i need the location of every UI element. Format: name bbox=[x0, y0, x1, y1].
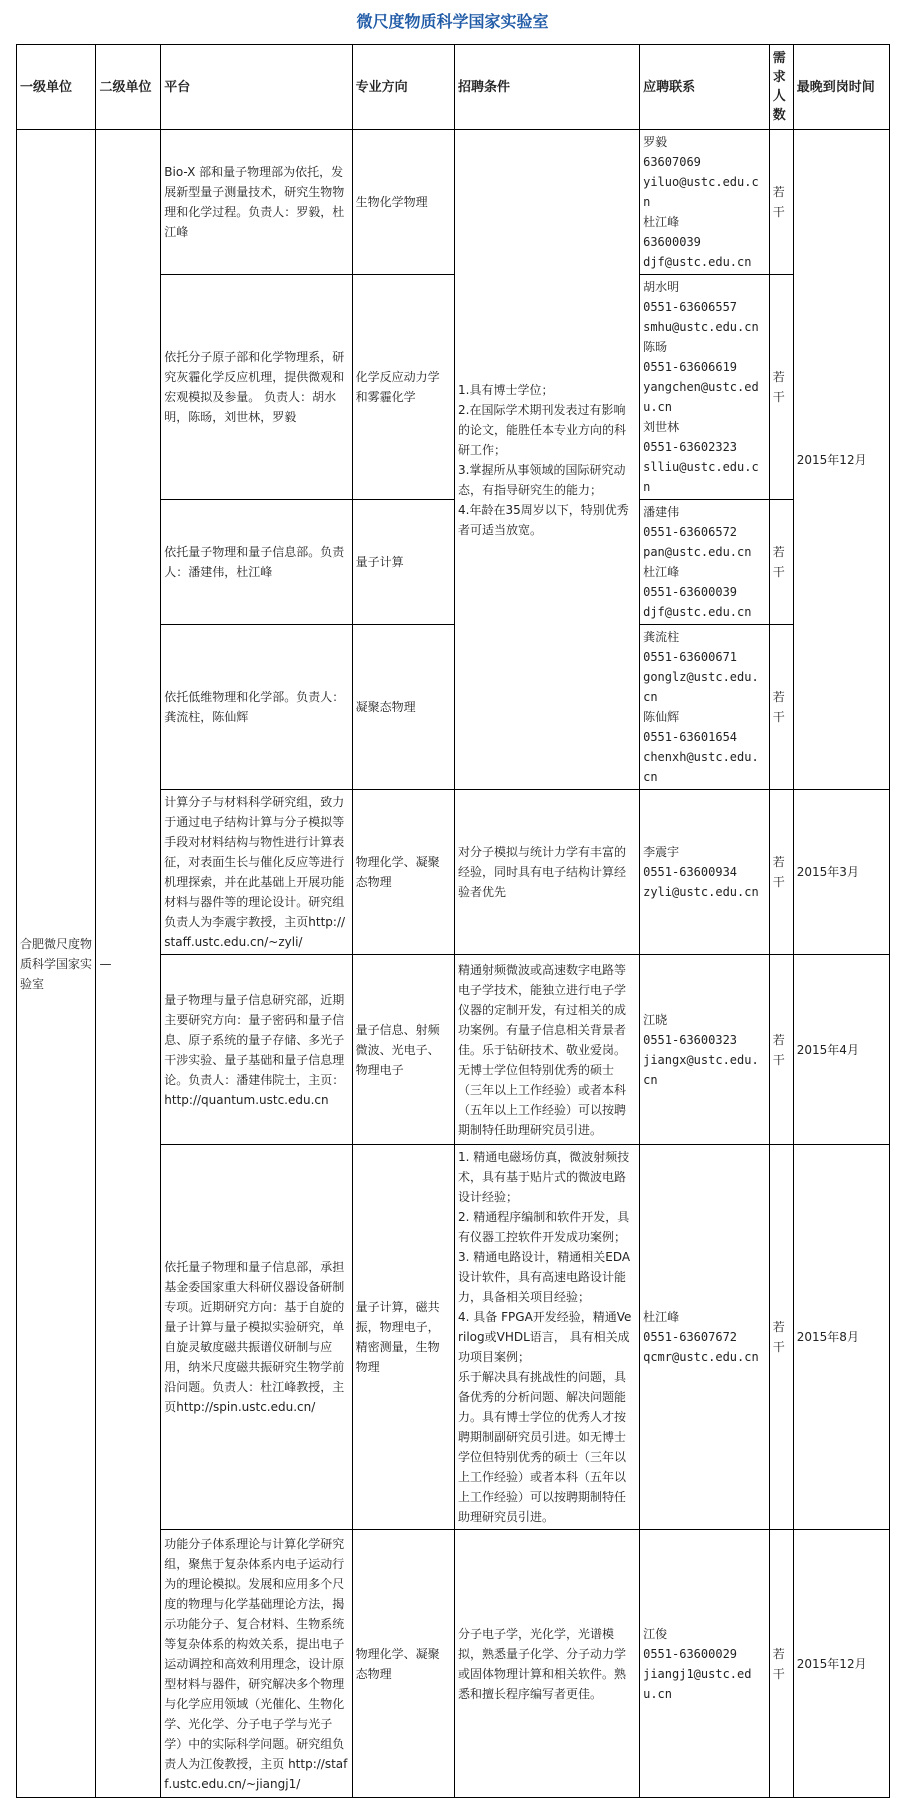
contact-phone: 0551-63600934 bbox=[643, 865, 738, 879]
count-cell: 若干 bbox=[769, 275, 793, 500]
direction-cell: 量子计算，磁共振，物理电子，精密测量，生物物理 bbox=[352, 1145, 454, 1530]
platform-cell: 依托分子原子部和化学物理系，研究灰霾化学反应机理，提供微观和宏观模拟及参量。 负责人：胡水明，陈旸，刘世林，罗毅 bbox=[161, 275, 352, 500]
contact-email: pan@ustc.edu.cn bbox=[643, 545, 752, 559]
contact-phone: 0551-63602323 bbox=[643, 440, 738, 454]
contact-name: 龚流柱 bbox=[643, 630, 680, 644]
direction-cell: 生物化学物理 bbox=[352, 130, 454, 275]
deadline-cell: 2015年8月 bbox=[793, 1145, 889, 1530]
contact-email: jiangx@ustc.edu.cn bbox=[643, 1052, 759, 1087]
header-conditions: 招聘条件 bbox=[455, 45, 640, 130]
table-row bbox=[17, 130, 890, 275]
header-platform: 平台 bbox=[161, 45, 352, 130]
level2-unit-cell: — bbox=[96, 130, 161, 1798]
contact-cell bbox=[640, 275, 770, 500]
contact-phone: 0551-63600029 bbox=[643, 1646, 738, 1661]
contact-email: yiluo@ustc.edu.cn bbox=[643, 175, 759, 209]
condition-line: 4. 具备 FPGA开发经验，精通Verilog或VHDL语言， 具有相关成功项目案例； bbox=[458, 1310, 632, 1364]
contact-name: 杜江峰 bbox=[643, 565, 680, 579]
header-count: 需求人数 bbox=[769, 45, 793, 130]
contact-name: 李震宇 bbox=[643, 845, 680, 859]
contact-name: 胡水明 bbox=[643, 280, 680, 294]
platform-cell: 依托量子物理和量子信息部。负责人：潘建伟，杜江峰 bbox=[161, 500, 352, 625]
contact-name: 陈旸 bbox=[643, 340, 668, 354]
contact-email: zyli@ustc.edu.cn bbox=[643, 885, 759, 899]
contact-cell bbox=[640, 1145, 770, 1530]
contact-email: smhu@ustc.edu.cn bbox=[643, 320, 759, 334]
direction-cell: 物理化学、凝聚态物理 bbox=[352, 1530, 454, 1798]
contact-name: 江晓 bbox=[643, 1012, 668, 1027]
platform-cell: Bio-X 部和量子物理部为依托，发展新型量子测量技术，研究生物物理和化学过程。负责人：罗毅，杜江峰 bbox=[161, 130, 352, 275]
platform-cell: 依托低维物理和化学部。负责人：龚流柱，陈仙辉 bbox=[161, 625, 352, 790]
contact-email: chenxh@ustc.edu.cn bbox=[643, 750, 759, 784]
header-level2-unit: 二级单位 bbox=[96, 45, 161, 130]
condition-line: 3. 精通电路设计，精通相关EDA设计软件，具有高速电路设计能力，具备相关项目经验； bbox=[458, 1250, 631, 1304]
recruitment-table bbox=[16, 44, 890, 1798]
condition-line: 2. 精通程序编制和软件开发，具有仪器工控软件开发成功案例； bbox=[458, 1210, 630, 1244]
contact-name: 杜江峰 bbox=[643, 215, 680, 229]
platform-cell: 量子物理与量子信息研究部，近期主要研究方向：量子密码和量子信息、原子系统的量子存储、多光子干涉实验、量子基础和量子信息理论。负责人：潘建伟院士，主页：http://quantum.ustc.edu.cn bbox=[161, 955, 352, 1145]
condition-line: 1.具有博士学位； bbox=[458, 382, 554, 397]
contact-name: 刘世林 bbox=[643, 420, 680, 434]
count-cell: 若干 bbox=[769, 500, 793, 625]
condition-line: 1. 精通电磁场仿真，微波射频技术，具有基于贴片式的微波电路设计经验； bbox=[458, 1150, 630, 1204]
contact-email: qcmr@ustc.edu.cn bbox=[643, 1350, 759, 1364]
deadline-cell: 2015年12月 bbox=[793, 1530, 889, 1798]
contact-phone: 0551-63600323 bbox=[643, 1032, 738, 1047]
header-row bbox=[17, 45, 890, 130]
contact-phone: 0551-63600039 bbox=[643, 585, 738, 599]
condition-line: 2.在国际学术期刊发表过有影响的论文，能胜任本专业方向的科研工作； bbox=[458, 402, 627, 457]
contact-phone: 63607069 bbox=[643, 155, 701, 169]
count-cell: 若干 bbox=[769, 1530, 793, 1798]
page-title: 微尺度物质科学国家实验室 bbox=[356, 12, 549, 31]
direction-cell: 量子信息、射频微波、光电子、物理电子 bbox=[352, 955, 454, 1145]
shared-conditions-cell bbox=[455, 130, 640, 790]
contact-email: yangchen@ustc.edu.cn bbox=[643, 380, 759, 414]
contact-cell bbox=[640, 955, 770, 1145]
conditions-cell: 精通射频微波或高速数字电路等电子学技术，能独立进行电子学仪器的定制开发，有过相关的成功案例。有量子信息相关背景者佳。乐于钻研技术、敬业爱岗。无博士学位但特别优秀的硕士（三年以上工作经验）或者本科（五年以上工作经验）可以按聘期制特任助理研究员引进。 bbox=[455, 955, 640, 1145]
conditions-cell: 对分子模拟与统计力学有丰富的经验，同时具有电子结构计算经验者优先 bbox=[455, 790, 640, 955]
contact-name: 潘建伟 bbox=[643, 505, 680, 519]
contact-email: djf@ustc.edu.cn bbox=[643, 255, 752, 269]
condition-line: 3.掌握所从事领域的国际研究动态，有指导研究生的能力； bbox=[458, 462, 626, 497]
contact-name: 罗毅 bbox=[643, 135, 668, 149]
condition-line: 4.年龄在35周岁以下，特别优秀者可适当放宽。 bbox=[458, 502, 629, 537]
header-direction: 专业方向 bbox=[352, 45, 454, 130]
contact-name: 陈仙辉 bbox=[643, 710, 680, 724]
conditions-cell bbox=[455, 1145, 640, 1530]
contact-email: gonglz@ustc.edu.cn bbox=[643, 670, 759, 704]
contact-phone: 0551-63607672 bbox=[643, 1330, 738, 1344]
contact-cell bbox=[640, 1530, 770, 1798]
contact-phone: 0551-63600671 bbox=[643, 650, 738, 664]
direction-cell: 物理化学、凝聚态物理 bbox=[352, 790, 454, 955]
contact-email: jiangj1@ustc.edu.cn bbox=[643, 1666, 752, 1701]
contact-name: 杜江峰 bbox=[643, 1310, 680, 1324]
count-cell: 若干 bbox=[769, 625, 793, 790]
header-level1-unit: 一级单位 bbox=[17, 45, 96, 130]
contact-email: slliu@ustc.edu.cn bbox=[643, 460, 759, 494]
count-cell: 若干 bbox=[769, 790, 793, 955]
platform-cell: 依托量子物理和量子信息部，承担基金委国家重大科研仪器设备研制专项。近期研究方向：基于自旋的量子计算与量子模拟实验研究，单自旋灵敏度磁共振谱仪研制与应用，纳米尺度磁共振研究生物学前沿问题。负责人：杜江峰教授，主页http://spin.ustc.edu.cn/ bbox=[161, 1145, 352, 1530]
direction-cell: 量子计算 bbox=[352, 500, 454, 625]
shared-deadline-cell: 2015年12月 bbox=[793, 130, 889, 790]
contact-phone: 0551-63606619 bbox=[643, 360, 738, 374]
contact-name: 江俊 bbox=[643, 1626, 668, 1641]
contact-cell bbox=[640, 130, 770, 275]
header-contact: 应聘联系 bbox=[640, 45, 770, 130]
platform-cell: 功能分子体系理论与计算化学研究组，聚焦于复杂体系内电子运动行为的理论模拟。发展和应用多个尺度的物理与化学基础理论方法，揭示功能分子、复合材料、生物系统等复杂体系的构效关系，提出电子运动调控和高效利用理念，设计原型材料与器件，研究解决多个物理与化学应用领域（光催化、生物化学、光化学、分子电子学与光子学）中的实际科学问题。研究组负责人为江俊教授，主页 http://staff.ustc.edu.cn/~jiangj1/ bbox=[161, 1530, 352, 1798]
header-deadline: 最晚到岗时间 bbox=[793, 45, 889, 130]
contact-cell bbox=[640, 500, 770, 625]
deadline-cell: 2015年4月 bbox=[793, 955, 889, 1145]
contact-cell bbox=[640, 790, 770, 955]
direction-cell: 化学反应动力学和雾霾化学 bbox=[352, 275, 454, 500]
deadline-cell: 2015年3月 bbox=[793, 790, 889, 955]
contact-phone: 63600039 bbox=[643, 235, 701, 249]
platform-cell: 计算分子与材料科学研究组，致力于通过电子结构计算与分子模拟等手段对材料结构与物性进行计算表征，对表面生长与催化反应等进行机理探索，并在此基础上开展功能材料与器件等的理论设计。研究组负责人为李震宇教授，主页http://staff.ustc.edu.cn/~zyli/ bbox=[161, 790, 352, 955]
contact-phone: 0551-63606557 bbox=[643, 300, 738, 314]
contact-email: djf@ustc.edu.cn bbox=[643, 605, 752, 619]
count-cell: 若干 bbox=[769, 1145, 793, 1530]
count-cell: 若干 bbox=[769, 130, 793, 275]
level1-unit-cell: 合肥微尺度物质科学国家实验室 bbox=[17, 130, 96, 1798]
direction-cell: 凝聚态物理 bbox=[352, 625, 454, 790]
count-cell: 若干 bbox=[769, 955, 793, 1145]
condition-line: 乐于解决具有挑战性的问题，具备优秀的分析问题、解决问题能力。具有博士学位的优秀人才按聘期制副研究员引进。如无博士学位但特别优秀的硕士（三年以上工作经验）或者本科（五年以上工作经验）可以按聘期制特任助理研究员引进。 bbox=[458, 1370, 627, 1524]
contact-phone: 0551-63601654 bbox=[643, 730, 738, 744]
conditions-cell: 分子电子学，光化学，光谱模拟，熟悉量子化学、分子动力学或固体物理计算和相关软件。熟悉和擅长程序编写者更佳。 bbox=[455, 1530, 640, 1798]
contact-cell bbox=[640, 625, 770, 790]
contact-phone: 0551-63606572 bbox=[643, 525, 738, 539]
